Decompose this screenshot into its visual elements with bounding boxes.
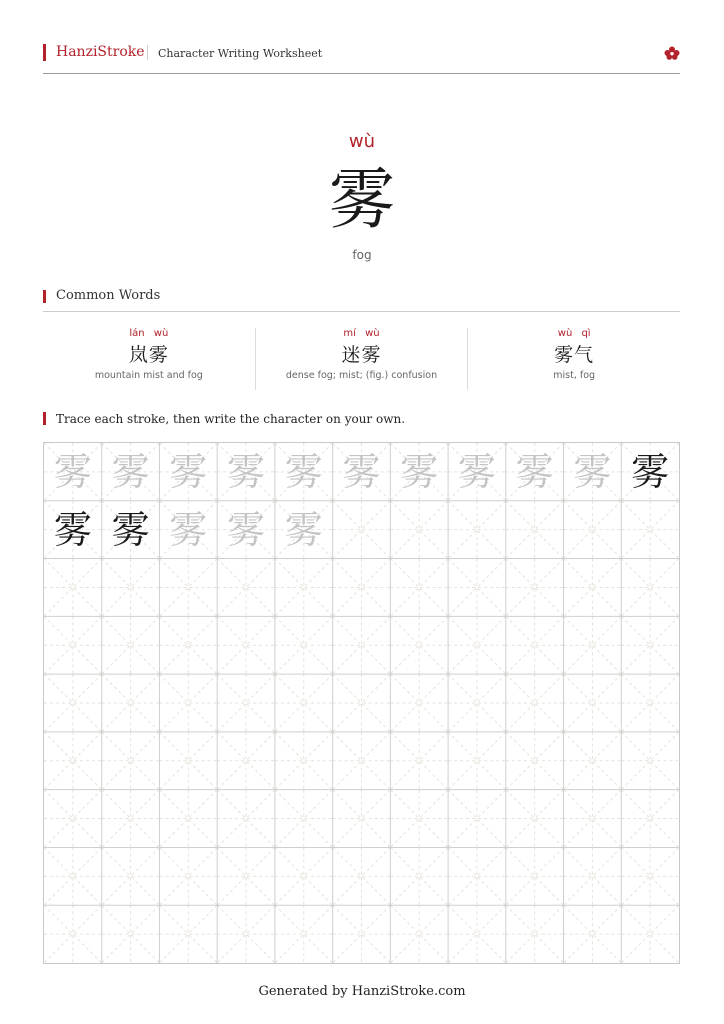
header-subtitle: Character Writing Worksheet	[158, 47, 323, 60]
stroke-character: 雾	[631, 449, 670, 494]
header-divider	[147, 45, 148, 60]
practice-cell[interactable]	[564, 443, 622, 501]
character-meaning: fog	[352, 248, 372, 262]
practice-cell[interactable]	[448, 443, 506, 501]
word-pinyin: lán wù	[129, 328, 169, 339]
common-words-list	[43, 328, 680, 390]
practice-cell[interactable]	[275, 443, 333, 501]
stroke-character: 雾	[111, 507, 150, 552]
brand-name[interactable]: HanziStroke	[56, 44, 145, 60]
plum-blossom-icon	[664, 46, 680, 60]
section-divider	[43, 311, 680, 312]
word-hanzi: 迷雾	[341, 344, 382, 366]
footer-credit: Generated by HanziStroke.com	[258, 984, 466, 999]
practice-cell[interactable]	[44, 501, 102, 559]
word-pinyin: mí wù	[343, 328, 380, 339]
instruction-text: Trace each stroke, then write the character on your own.	[56, 412, 406, 426]
common-words-title: Common Words	[56, 288, 161, 303]
practice-cell[interactable]	[275, 501, 333, 559]
stroke-character: 雾	[169, 449, 208, 494]
stroke-character: 雾	[227, 449, 266, 494]
character-pinyin: wù	[348, 131, 376, 152]
practice-cell[interactable]	[217, 501, 275, 559]
practice-cell[interactable]	[159, 501, 217, 559]
stroke-character: 雾	[53, 507, 92, 552]
header	[43, 40, 680, 74]
word-pinyin: wù qì	[557, 328, 591, 339]
stroke-character: 雾	[284, 449, 323, 494]
word-item	[43, 328, 255, 390]
practice-cell[interactable]	[390, 443, 448, 501]
brand-accent-bar	[43, 44, 46, 61]
character-hanzi: 雾	[329, 161, 395, 238]
stroke-character: 雾	[169, 507, 208, 552]
practice-cell[interactable]	[102, 443, 160, 501]
word-item	[255, 328, 468, 390]
practice-cell[interactable]	[102, 501, 160, 559]
practice-cell[interactable]	[506, 443, 564, 501]
section-accent-bar	[43, 290, 46, 303]
word-hanzi: 雾气	[554, 344, 595, 366]
practice-grid[interactable]	[43, 442, 680, 964]
word-meaning: mountain mist and fog	[94, 370, 203, 381]
stroke-character: 雾	[284, 507, 323, 552]
practice-cell[interactable]	[44, 443, 102, 501]
practice-cell[interactable]	[333, 443, 391, 501]
word-hanzi: 岚雾	[128, 344, 169, 366]
practice-cell[interactable]	[159, 443, 217, 501]
word-meaning: dense fog; mist; (fig.) confusion	[285, 370, 438, 381]
stroke-character: 雾	[457, 449, 496, 494]
stroke-character: 雾	[573, 449, 612, 494]
stroke-character: 雾	[53, 449, 92, 494]
stroke-character: 雾	[227, 507, 266, 552]
stroke-character: 雾	[515, 449, 554, 494]
word-meaning: mist, fog	[553, 370, 596, 381]
stroke-character: 雾	[342, 449, 381, 494]
instruction-accent-bar	[43, 412, 46, 425]
stroke-character: 雾	[400, 449, 439, 494]
practice-cell[interactable]	[621, 443, 679, 501]
practice-cell[interactable]	[217, 443, 275, 501]
stroke-character: 雾	[111, 449, 150, 494]
word-item	[467, 328, 680, 390]
